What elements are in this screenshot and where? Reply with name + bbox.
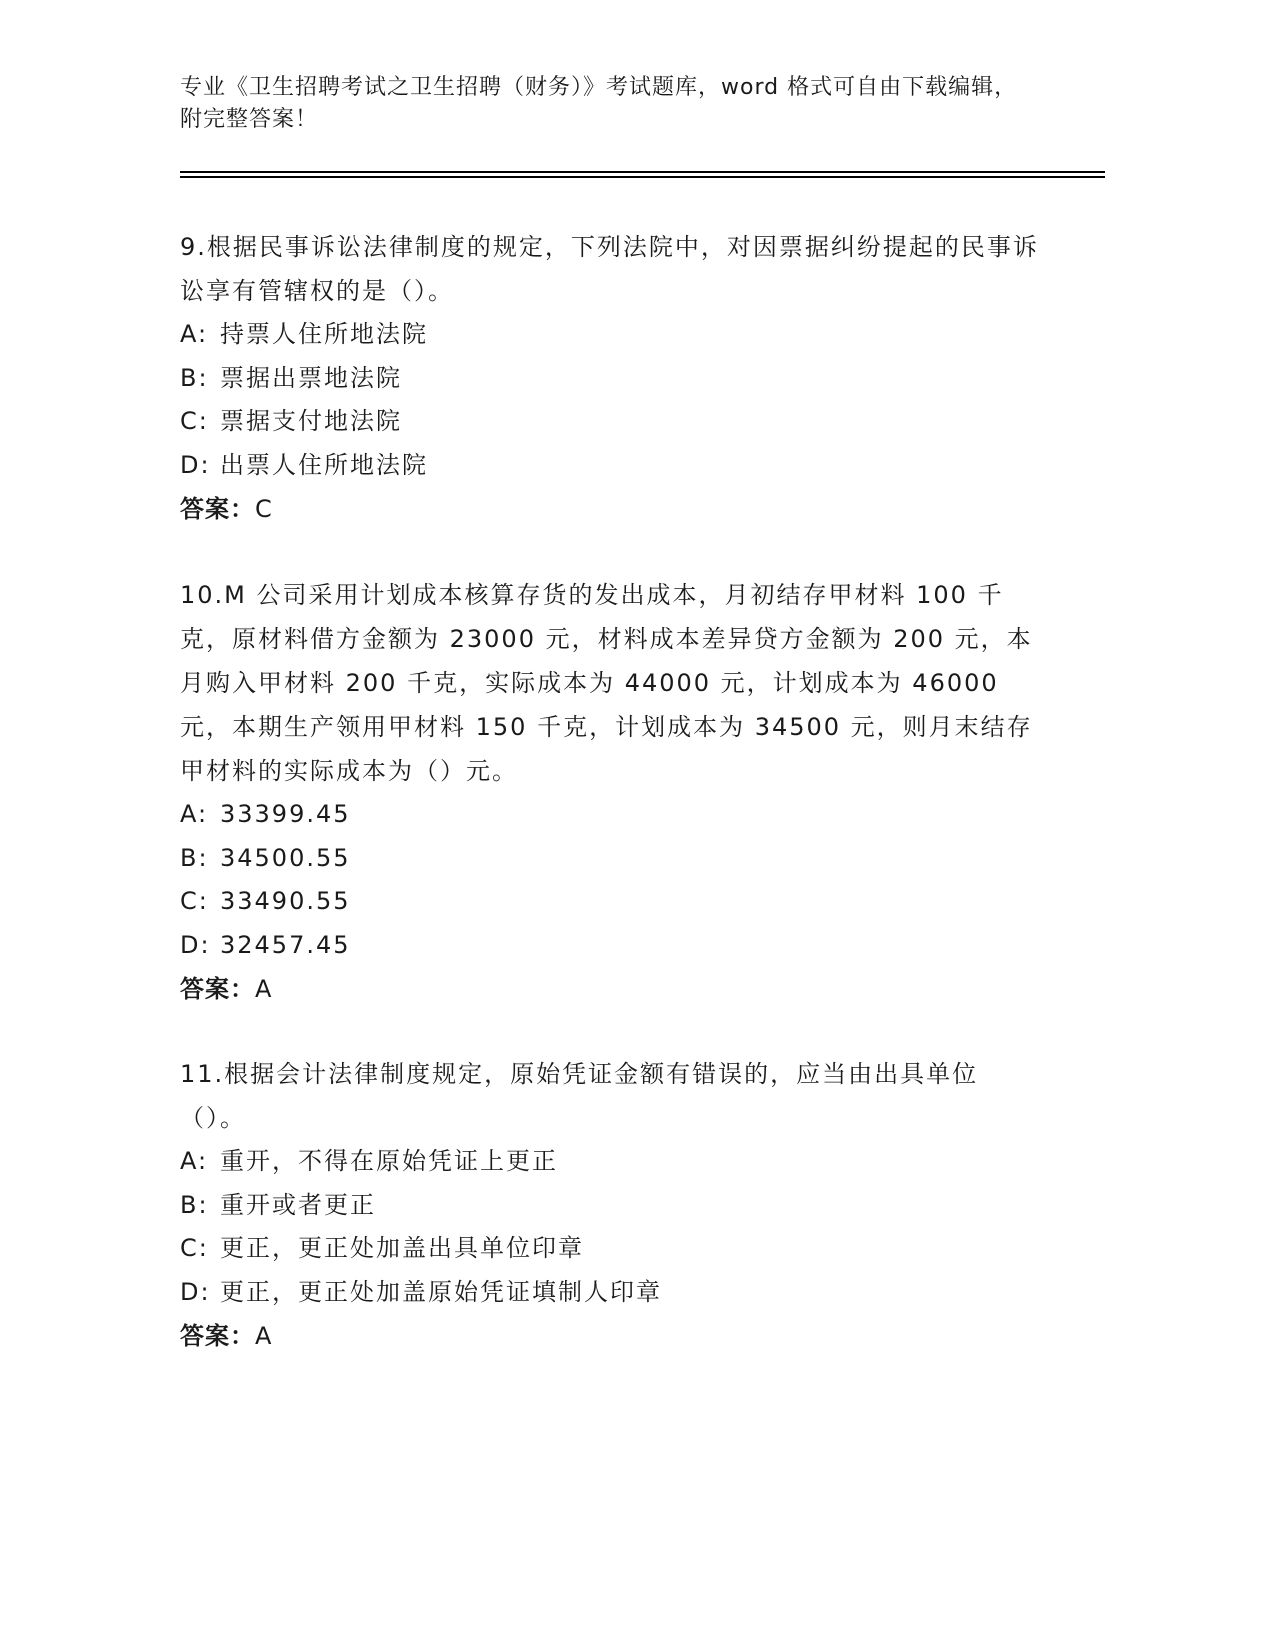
option-text: 33490.55: [220, 887, 351, 915]
option-key: D:: [180, 930, 211, 959]
answer-line: [180, 967, 1040, 1011]
option-key: D:: [180, 450, 211, 479]
question-10: [180, 573, 1040, 1011]
option-key: B:: [180, 843, 209, 872]
answer-line: [180, 487, 1040, 531]
answer-label: 答案：: [180, 1322, 255, 1350]
option-a: [180, 1140, 1040, 1184]
option-key: A:: [180, 800, 209, 828]
option-key: C:: [180, 887, 209, 915]
option-b: [180, 1184, 1040, 1228]
option-key: C:: [180, 1234, 209, 1262]
question-text: 11.根据会计法律制度规定，原始凭证金额有错误的，应当由出具单位（）。: [180, 1060, 979, 1132]
option-c: [180, 880, 1040, 924]
option-text: 32457.45: [220, 930, 351, 959]
option-text: 更正，更正处加盖出具单位印章: [220, 1234, 584, 1262]
option-key: B:: [180, 1190, 209, 1219]
option-key: B:: [180, 363, 209, 392]
option-c: [180, 400, 1040, 444]
option-d: [180, 924, 1040, 968]
option-key: D:: [180, 1277, 211, 1306]
option-b: [180, 837, 1040, 881]
question-11: [180, 1052, 1040, 1358]
answer-line: [180, 1314, 1040, 1358]
answer-label: 答案：: [180, 975, 255, 1003]
option-key: A:: [180, 1147, 209, 1175]
answer-value: C: [255, 495, 273, 523]
option-key: A:: [180, 320, 209, 348]
option-c: [180, 1227, 1040, 1271]
option-text: 票据出票地法院: [220, 363, 402, 392]
option-text: 重开，不得在原始凭证上更正: [220, 1147, 558, 1175]
option-d: [180, 1271, 1040, 1315]
option-text: 票据支付地法院: [220, 407, 402, 435]
answer-value: A: [255, 1322, 273, 1350]
option-text: 更正，更正处加盖原始凭证填制人印章: [220, 1277, 662, 1306]
question-text: 9.根据民事诉讼法律制度的规定，下列法院中，对因票据纠纷提起的民事诉讼享有管辖权的是（）。: [180, 233, 1039, 305]
answer-label: 答案：: [180, 495, 255, 523]
option-text: 34500.55: [220, 843, 351, 872]
question-9: [180, 225, 1040, 531]
answer-value: A: [255, 975, 273, 1003]
option-b: [180, 357, 1040, 401]
option-a: [180, 793, 1040, 837]
option-text: 重开或者更正: [220, 1190, 376, 1219]
option-text: 33399.45: [220, 800, 351, 828]
header-divider-bottom: [180, 176, 1105, 178]
option-a: [180, 313, 1040, 357]
option-text: 出票人住所地法院: [220, 450, 428, 479]
document-header: 专业《卫生招聘考试之卫生招聘（财务）》考试题库，word 格式可自由下载编辑，附完整答案！: [180, 75, 1018, 132]
header-divider-top: [180, 171, 1105, 173]
option-key: C:: [180, 407, 209, 435]
option-text: 持票人住所地法院: [220, 320, 428, 348]
option-d: [180, 444, 1040, 488]
question-text: 10.M 公司采用计划成本核算存货的发出成本，月初结存甲材料 100 千克，原材料借方金额为 23000 元，材料成本差异贷方金额为 200 元，本月购入甲材料 200 千克，实际成本为 44000 元，计划成本为 46000 元，本期生产领用甲材料 150 千克，计划成本为 34500 元，则月末结存甲材料的实际成本为（）元。: [180, 581, 1033, 785]
